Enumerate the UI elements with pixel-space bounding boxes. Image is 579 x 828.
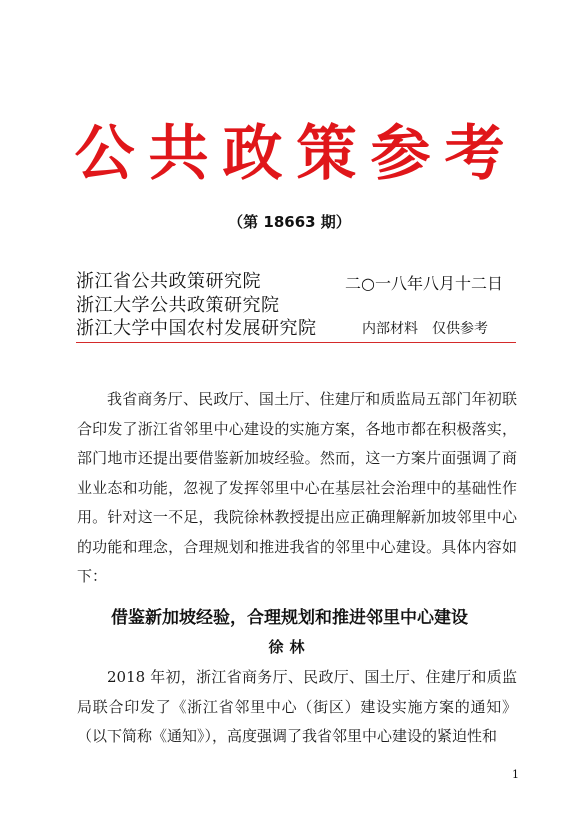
publisher-org-1: 浙江省公共政策研究院 (76, 271, 261, 292)
publisher-org-3: 浙江大学中国农村发展研究院 (76, 318, 317, 339)
page-number: 1 (512, 768, 519, 781)
article-body (77, 663, 517, 752)
summary-paragraph: 我省商务厅、民政厅、国土厅、住建厅和质监局五部门年初联合印发了浙江省邻里中心建设的实施方案，各地市都在积极落实，部门地市还提出要借鉴新加坡经验。然而，这一方案片面强调了商业业态和功能，忽视了发挥邻里中心在基层社会治理中的基础性作用。针对这一不足，我院徐林教授提出应正确理解新加坡邻里中心的功能和理念，合理规划和推进我省的邻里中心建设。具体内容如下： (77, 390, 517, 585)
classification-note: 内部材料 仅供参考 (362, 321, 488, 337)
article-paragraph: 2018 年初，浙江省商务厅、民政厅、国土厅、住建厅和质监局联合印发了《浙江省邻里中心（街区）建设实施方案的通知》（以下简称《通知》），高度强调了我省邻里中心建设的紧迫性和 (77, 668, 517, 745)
summary-section (77, 385, 517, 592)
header-divider (76, 342, 516, 343)
issue-number: （第 18663 期） (228, 213, 351, 231)
article-author: 徐林 (268, 638, 311, 656)
publisher-org-2: 浙江大学公共政策研究院 (76, 295, 280, 316)
masthead-title: 公共政策参考 (74, 119, 519, 189)
article-title: 借鉴新加坡经验，合理规划和推进邻里中心建设 (111, 608, 468, 628)
publication-date: 二○一八年八月十二日 (345, 274, 503, 293)
